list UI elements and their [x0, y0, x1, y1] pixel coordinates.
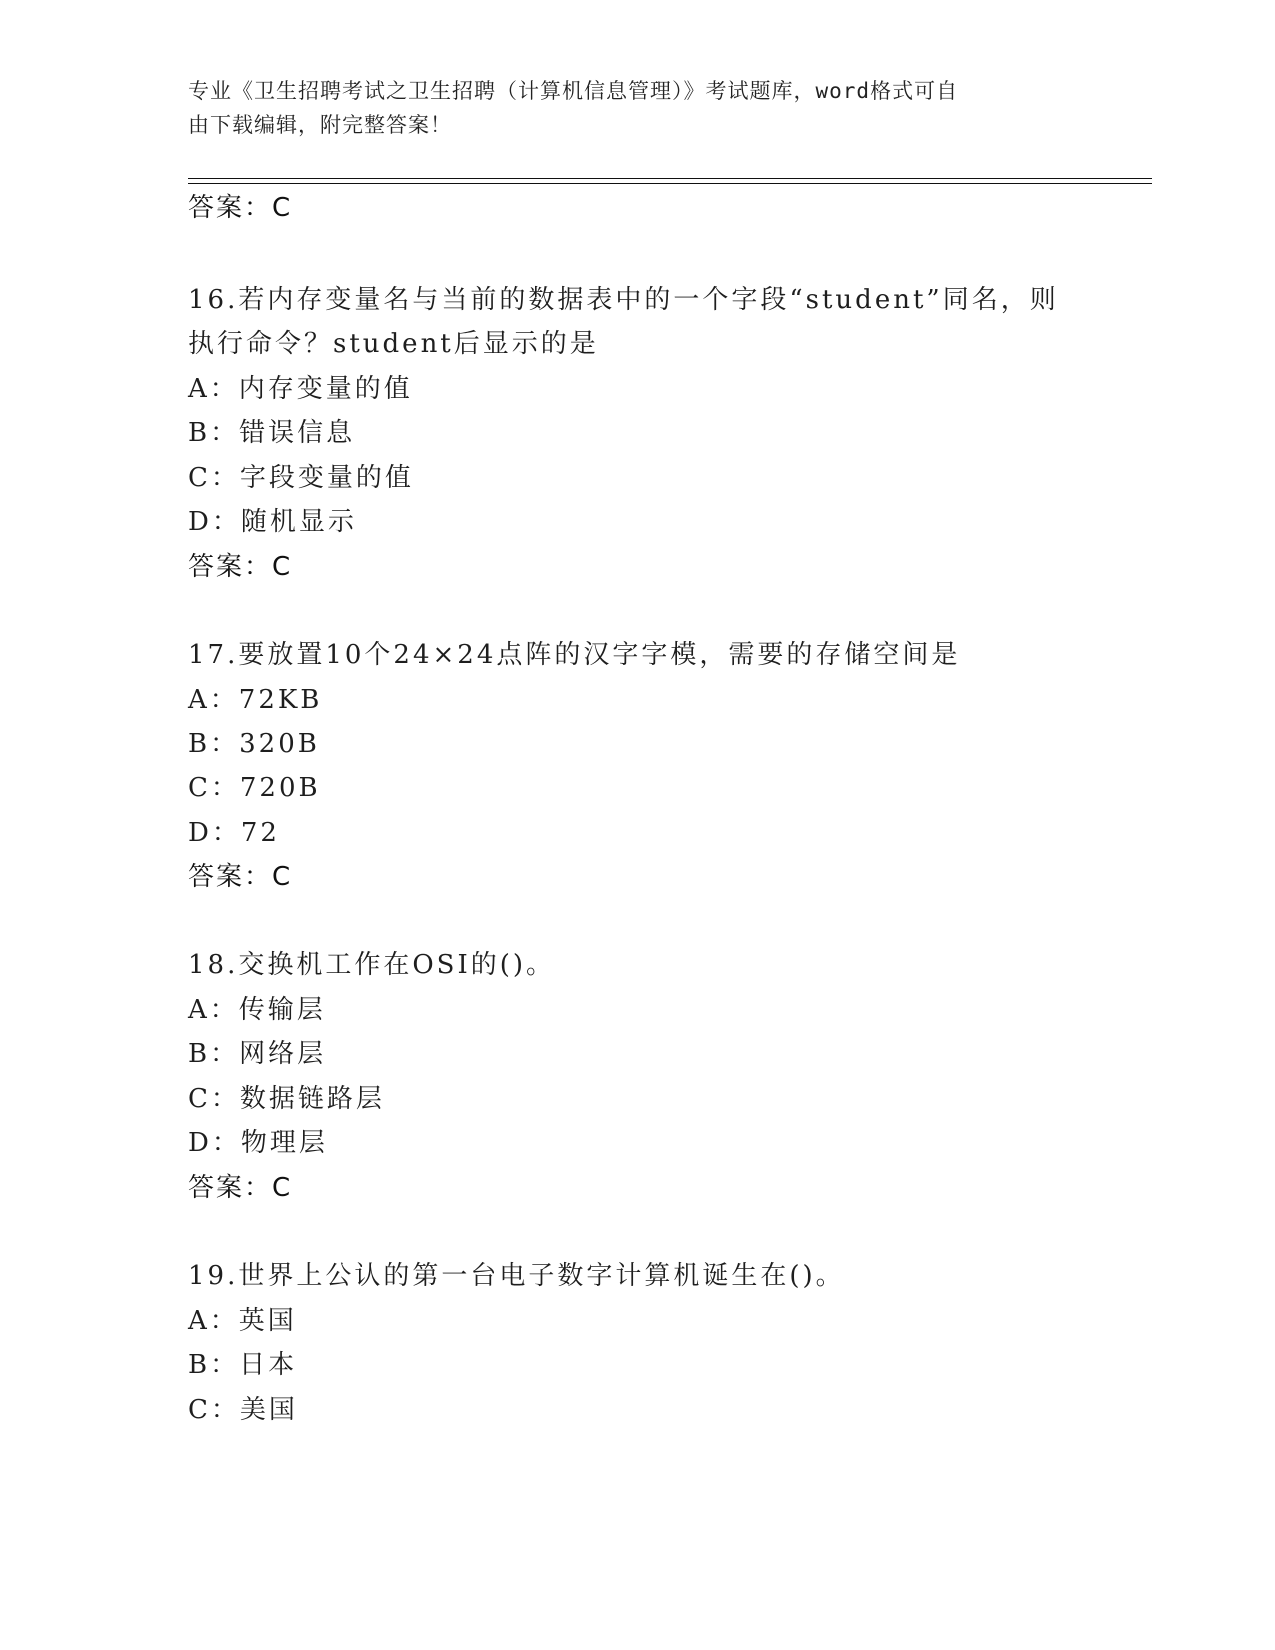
question-17-option-c: C：720B — [188, 773, 321, 803]
question-16-answer: 答案：C — [188, 552, 293, 582]
question-16-option-b: B：错误信息 — [188, 418, 356, 448]
question-19-option-c: C：美国 — [188, 1395, 298, 1425]
question-16-stem-line-2: 执行命令？student后显示的是 — [188, 329, 599, 359]
question-18-answer: 答案：C — [188, 1173, 293, 1203]
header-divider-top — [188, 178, 1152, 179]
header-divider-bottom — [188, 183, 1152, 184]
header-intro-line-1: 专业《卫生招聘考试之卫生招聘（计算机信息管理）》考试题库，word格式可自 — [188, 79, 959, 103]
question-16-option-c: C：字段变量的值 — [188, 463, 414, 493]
question-18-option-d: D：物理层 — [188, 1128, 328, 1158]
question-17-answer: 答案：C — [188, 862, 293, 892]
question-17-option-d: D：72 — [188, 818, 280, 848]
question-17-option-b: B：320B — [188, 729, 320, 759]
question-17-option-a: A：72KB — [188, 685, 323, 715]
question-18-option-a: A：传输层 — [188, 995, 326, 1025]
question-16-option-a: A：内存变量的值 — [188, 374, 413, 404]
previous-answer: 答案：C — [188, 193, 293, 223]
question-18-option-b: B：网络层 — [188, 1039, 327, 1069]
question-19-stem-line-1: 19.世界上公认的第一台电子数字计算机诞生在()。 — [188, 1261, 845, 1291]
question-17-stem-line-1: 17.要放置10个24×24点阵的汉字字模，需要的存储空间是 — [188, 640, 961, 670]
question-16-stem-line-1: 16.若内存变量名与当前的数据表中的一个字段“student”同名，则 — [188, 285, 1059, 315]
header-intro-line-2: 由下载编辑，附完整答案！ — [188, 113, 452, 137]
document-header — [188, 74, 1078, 142]
question-16-option-d: D：随机显示 — [188, 507, 357, 537]
question-18-option-c: C：数据链路层 — [188, 1084, 385, 1114]
question-18-stem-line-1: 18.交换机工作在OSI的()。 — [188, 950, 556, 980]
question-19-option-b: B：日本 — [188, 1350, 298, 1380]
question-19-option-a: A：英国 — [188, 1306, 297, 1336]
